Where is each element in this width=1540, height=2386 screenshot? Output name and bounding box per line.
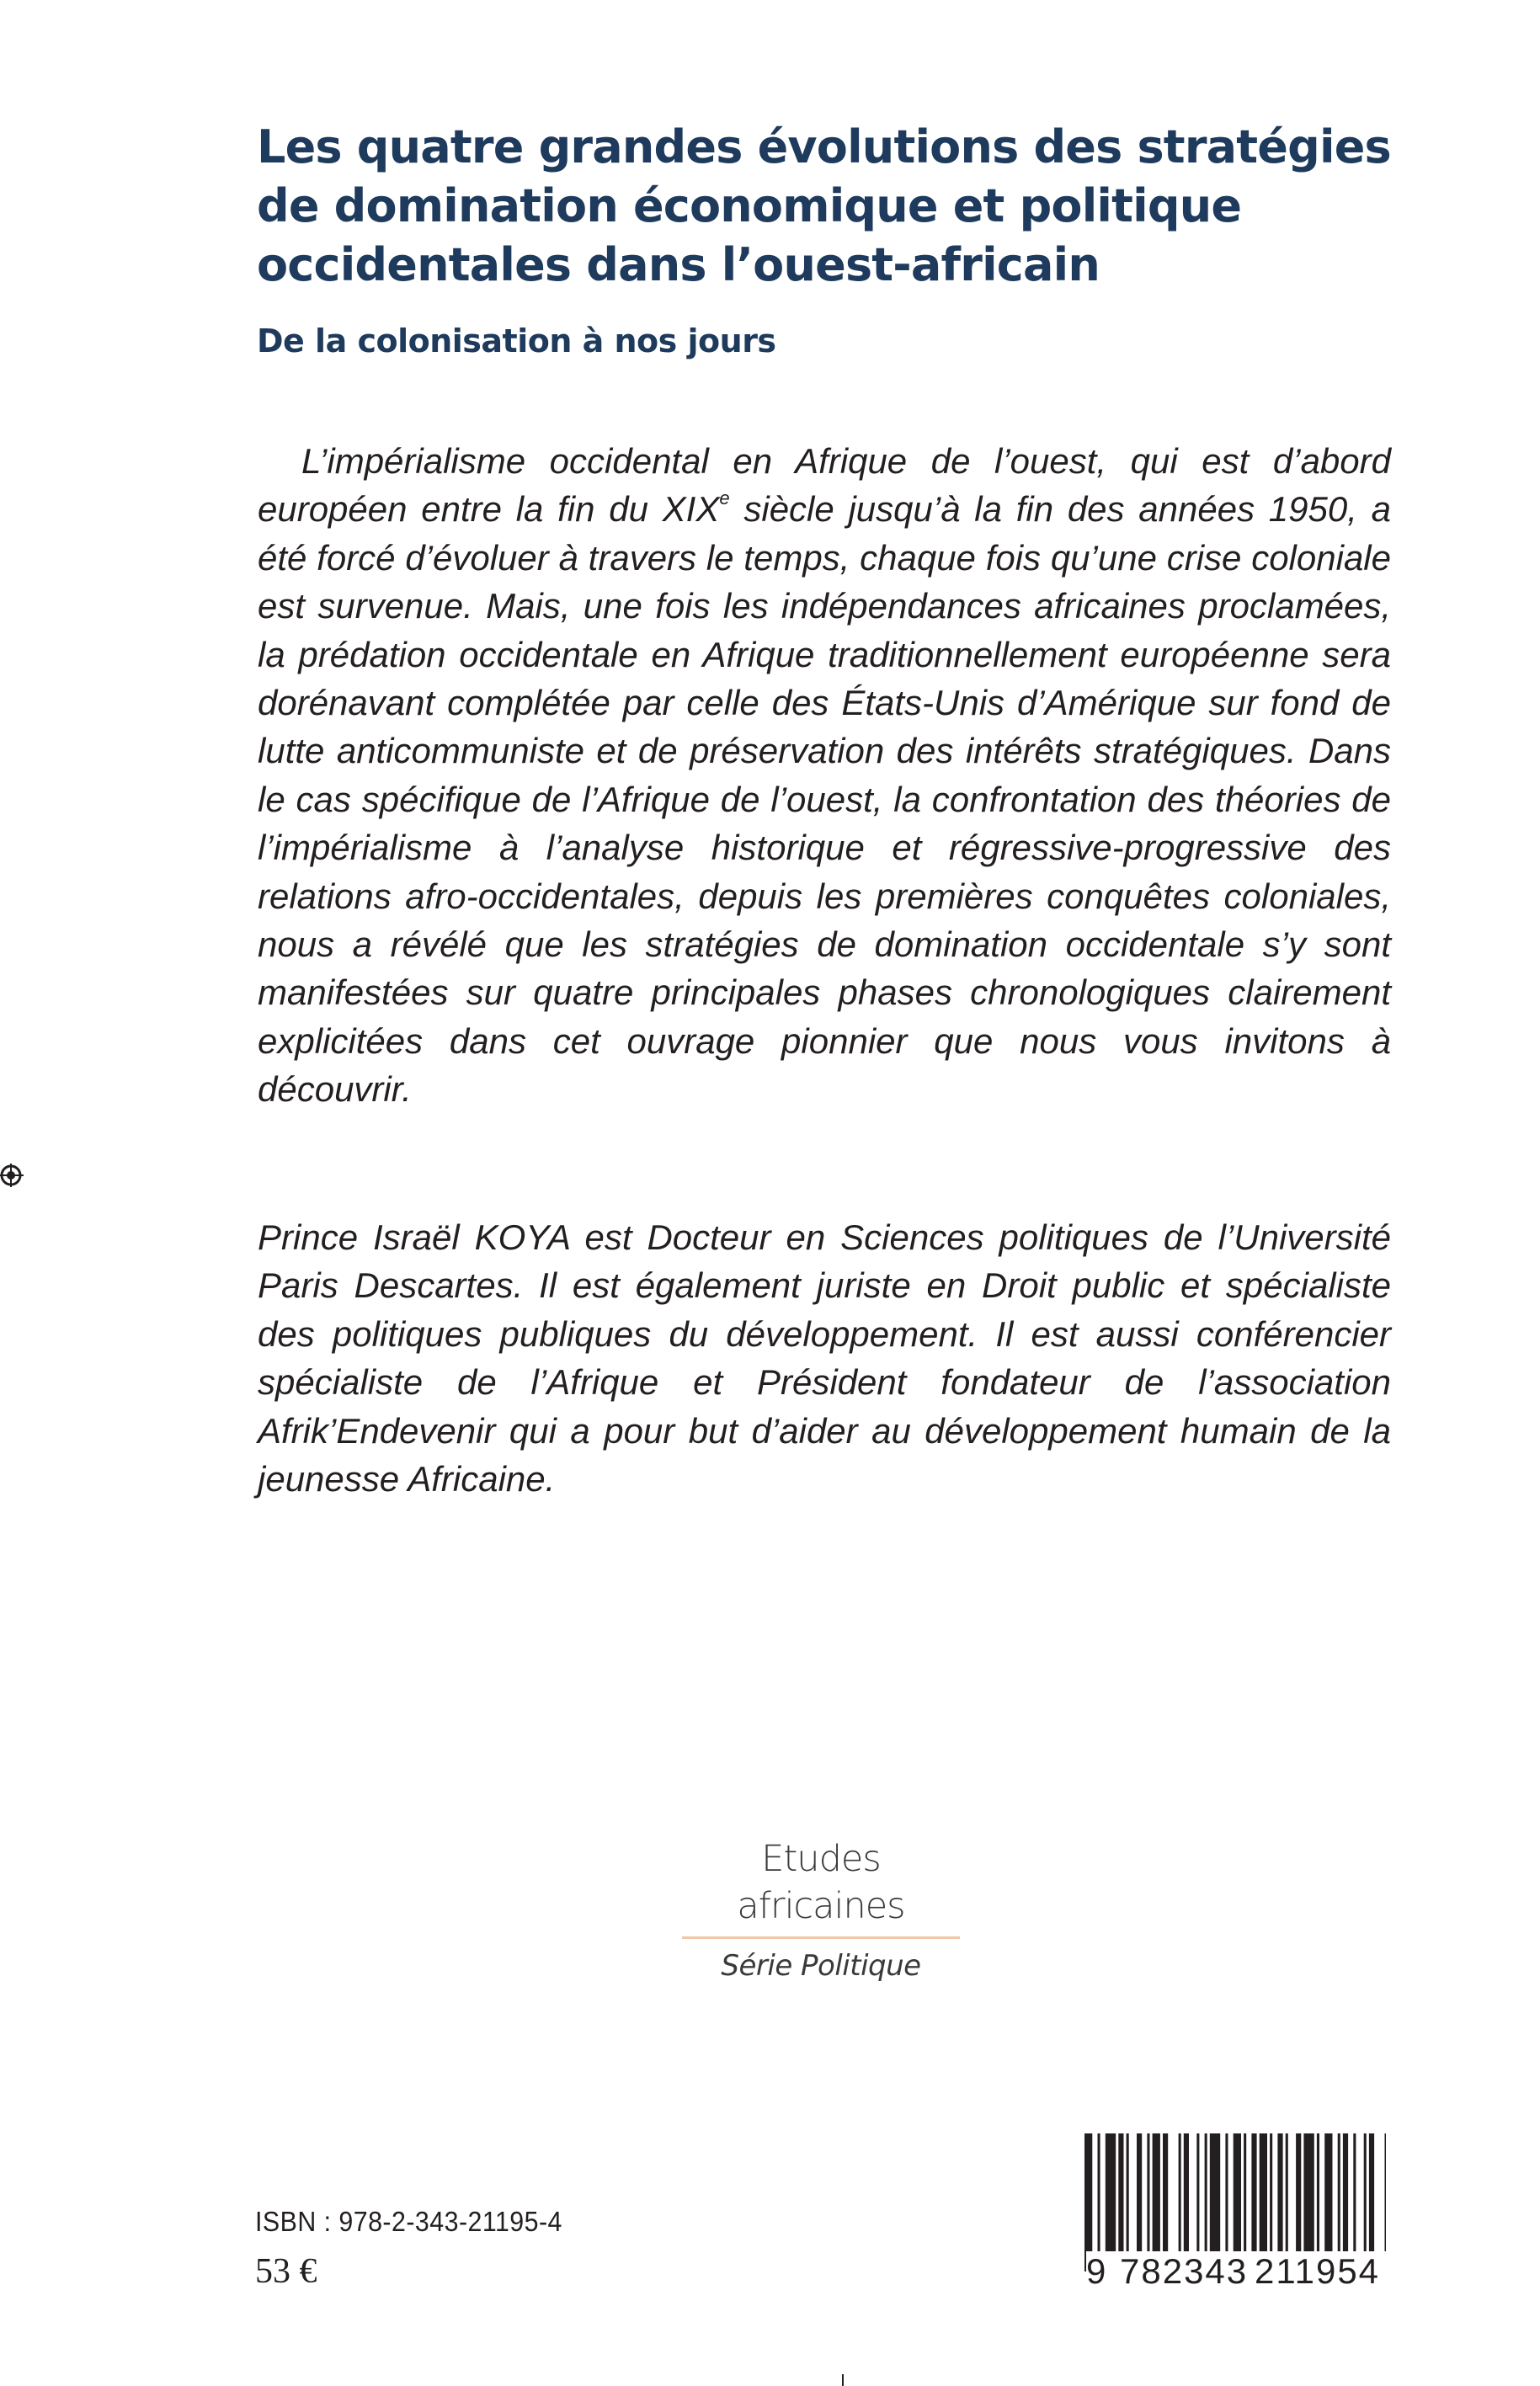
series-name: Etudes africaines	[737, 1838, 905, 1927]
century-superscript: e	[719, 487, 730, 509]
price: 53 €	[255, 2252, 317, 2291]
book-title	[257, 118, 1391, 295]
series-divider	[682, 1936, 960, 1939]
isbn: ISBN : 978-2-343-21195-4	[255, 2206, 562, 2237]
summary-text-start: L’impérialisme occidental en Afrique de l’ouest, qui est d’abord européen entre la fin du XIX	[258, 441, 1391, 530]
title-line-1: Les quatre grandes évolutions des stratégies	[257, 120, 1391, 173]
book-subtitle: De la colonisation à nos jours	[257, 322, 776, 359]
title-line-3: occidentales dans l’ouest-africain	[257, 238, 1100, 291]
summary-text-end: siècle jusqu’à la fin des années 1950, a été forcé d’évoluer à travers le temps, chaque fois qu’une crise coloniale est survenue. Mais, une fois les indépendances africaines proclamées, la prédation occidentale en Afrique traditionnellement européenne sera dorénavant complétée par celle des États-Unis d’Amérique sur fond de lutte anticommuniste et de préservation des intérêts stratégiques. Dans le cas spécifique de l’Afrique de l’ouest, la confrontation des théories de l’impérialisme à l’analyse historique et régressive-progressive des relations afro-occidentales, depuis les premières conquêtes coloniales, nous a révélé que les stratégies de domination occidentale s’y sont manifestées sur quatre principales phases chronologiques clairement explicitées dans cet ouvrage pionnier que nous vous invitons à découvrir.	[258, 489, 1392, 1110]
series-subtitle: Série Politique	[721, 1949, 921, 1983]
barcode-digits	[1086, 2251, 1389, 2293]
crop-mark	[842, 2374, 844, 2386]
registration-mark-icon	[0, 1162, 27, 1189]
barcode-digits-right: 211954	[1255, 2251, 1381, 2291]
barcode-digits-left: 782343	[1120, 2251, 1249, 2291]
title-line-2: de domination économique et politique	[257, 179, 1242, 232]
book-summary	[258, 437, 1391, 1114]
author-bio: Prince Israël KOYA est Docteur en Sciences politiques de l’Université Paris Descartes. Il est également juriste en Droit public et spécialiste des politiques publiques du développement. Il est aussi conférencier spécialiste de l’Afrique et Président fondateur de l’association Afrik’Endevenir qui a pour but d’aider au développement humain de la jeunesse Africaine.	[258, 1217, 1391, 1499]
barcode-digit-first: 9	[1086, 2251, 1106, 2291]
series-label	[682, 1835, 960, 1984]
